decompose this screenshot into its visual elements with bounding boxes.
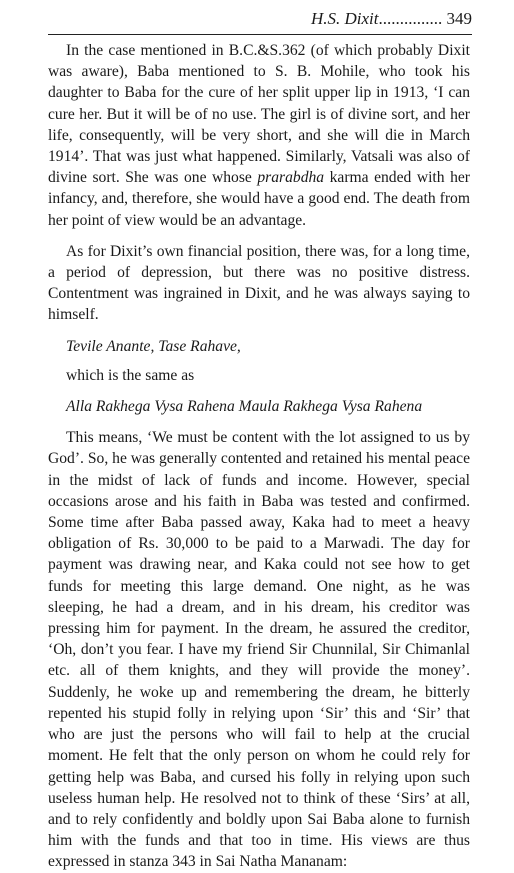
verse-hindi: Alla Rakhega Vysa Rahena Maula Rakhega Vysa Rahena xyxy=(66,398,423,416)
prarabdha-term: prarabdha xyxy=(257,169,325,187)
header-title: H.S. Dixit xyxy=(310,9,379,28)
paragraph-mohile xyxy=(48,40,470,231)
verse-connector: which is the same as xyxy=(66,366,195,384)
page-body xyxy=(48,40,470,873)
verse-marathi: Tevile Anante, Tase Rahave, xyxy=(66,337,241,355)
paragraph-mohile-text-b: karma ended with her infancy, and, therefore, she would have a good end. The death from her point of view would be an advantage. xyxy=(48,169,470,229)
page-number: 349 xyxy=(446,9,472,28)
paragraph-dream: This means, ‘We must be content with the lot assigned to us by God’. So, he was generally contented and retained his mental peace in the midst of lack of funds and income. However, special occasions arose and his faith in Baba was tested and confirmed. Some time after Baba passed away, Kaka had to meet a heavy obligation of Rs. 30,000 to be paid to a Marwadi. The day for payment was drawing near, and Kaka could not see how to get funds for meeting this large demand. One night, as he was sleeping, he had a dream, and in his dream, his creditor was pressing him for payment. In the dream, he assured the creditor, ‘Oh, don’t you fear. I have my friend Sir Chunnilal, Sir Chimanlal etc. all of them knights, and they will provide the money’. Suddenly, he woke up and remembering the dream, he bitterly repented his stupid folly in relying upon ‘Sir’ this and ‘Sir’ that who are just the persons who will fail to help at the crucial moment. He felt that the only person on whom he could rely for getting help was Baba, and cursed his folly in relying upon such useless human help. He resolved not to think of these ‘Sirs’ at all, and to rely confidently and boldly upon Sai Baba alone to furnish him with the funds and that too in time. His views are thus expressed in stanza 343 in Sai Natha Mananam: xyxy=(48,429,470,871)
paragraph-financial-position: As for Dixit’s own financial position, there was, for a long time, a period of depression, but there was no positive distress. Contentment was ingrained in Dixit, and he was always saying to himself. xyxy=(48,242,470,324)
running-header xyxy=(48,4,472,35)
paragraph-mohile-text-a: In the case mentioned in B.C.&S.362 (of which probably Dixit was aware), Baba mentioned to S. B. Mohile, who took his daughter to Baba for the cure of her split upper lip in 1913, ‘I can cure her. But it will be of no use. The girl is of divine sort, and her life, consequently, will be very short, and she will die in March 1914’. That was just what happened. Similarly, Vatsali was also of divine sort. She was one whose xyxy=(48,42,470,187)
header-leader-dots: ............... xyxy=(378,9,443,28)
